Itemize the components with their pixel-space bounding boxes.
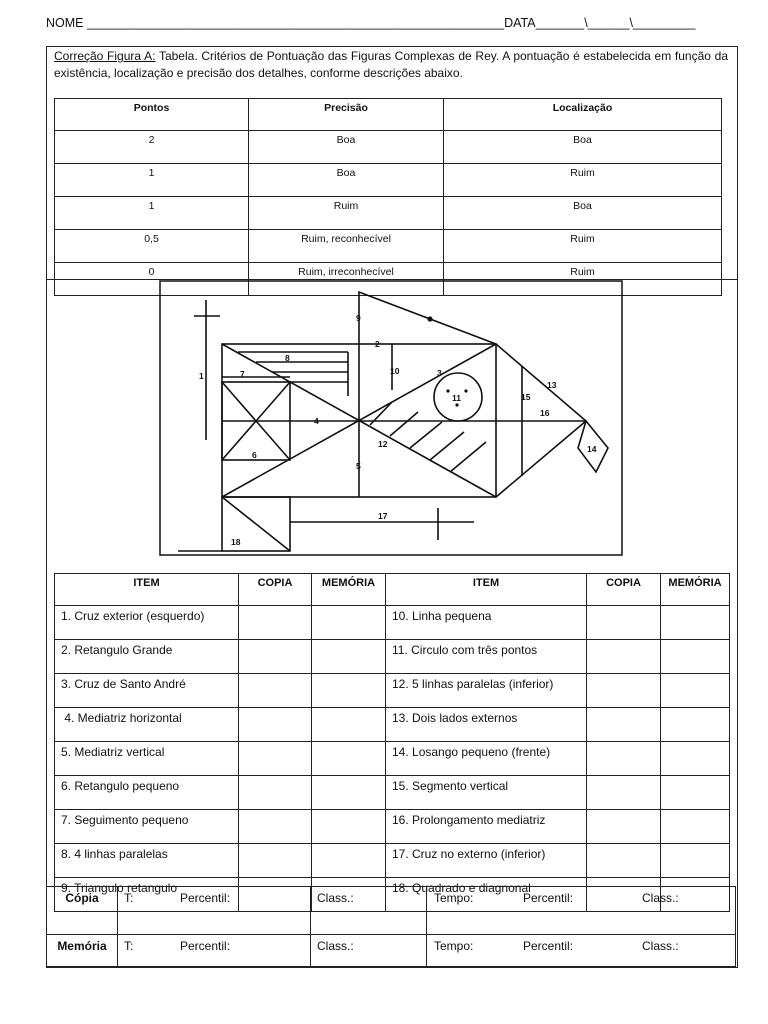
table-row bbox=[55, 844, 730, 878]
class-label: Class.: bbox=[317, 891, 354, 905]
figure-label: 1 bbox=[199, 371, 204, 381]
item-name: 14. Losango pequeno (frente) bbox=[386, 742, 587, 776]
results-t-percentil-cell[interactable] bbox=[118, 935, 311, 967]
items-header-row bbox=[55, 574, 730, 606]
memoria-cell[interactable] bbox=[661, 640, 730, 674]
score-header-row bbox=[55, 99, 722, 131]
table-row bbox=[55, 197, 722, 230]
results-label-memoria: Memória bbox=[47, 935, 118, 967]
memoria-cell[interactable] bbox=[312, 640, 386, 674]
percentil-label: Percentil: bbox=[523, 891, 574, 905]
results-tempo-cell[interactable] bbox=[427, 887, 736, 935]
figure-label: 9 bbox=[356, 313, 361, 323]
memoria-cell[interactable] bbox=[312, 708, 386, 742]
score-cell: 2 bbox=[55, 131, 249, 164]
results-row-memoria bbox=[47, 935, 736, 967]
item-name: 6. Retangulo pequeno bbox=[55, 776, 239, 810]
intro-paragraph bbox=[54, 48, 728, 82]
score-cell: 1 bbox=[55, 197, 249, 230]
score-cell: Ruim bbox=[444, 164, 722, 197]
score-cell: Ruim, reconhecível bbox=[249, 230, 444, 263]
tempo-label: Tempo: bbox=[434, 891, 474, 905]
table-row bbox=[55, 606, 730, 640]
copia-cell[interactable] bbox=[587, 640, 661, 674]
item-name: 8. 4 linhas paralelas bbox=[55, 844, 239, 878]
data-label: DATA bbox=[504, 16, 536, 30]
memoria-cell[interactable] bbox=[312, 844, 386, 878]
copia-cell[interactable] bbox=[587, 844, 661, 878]
table-row bbox=[55, 131, 722, 164]
score-cell: Boa bbox=[249, 131, 444, 164]
memoria-cell[interactable] bbox=[661, 810, 730, 844]
items-header-copia-2: COPIA bbox=[587, 574, 661, 606]
intro-text: Tabela. Critérios de Pontuação das Figuras Complexas de Rey. A pontuação é estabelecida em função da existência, localização e precisão dos detalhes, conforme descrições abaixo. bbox=[54, 49, 728, 80]
score-cell: Boa bbox=[249, 164, 444, 197]
item-name: 18. Quadrado e diagnonal bbox=[386, 878, 587, 912]
figure-label: 6 bbox=[252, 450, 257, 460]
score-criteria-table bbox=[54, 98, 722, 296]
memoria-cell[interactable] bbox=[312, 776, 386, 810]
table-row bbox=[55, 742, 730, 776]
figure-label: 13 bbox=[547, 380, 557, 390]
copia-cell[interactable] bbox=[239, 776, 312, 810]
results-tempo-cell[interactable] bbox=[427, 935, 736, 967]
nome-line[interactable]: ____________________________________________________________ bbox=[86, 16, 505, 30]
memoria-cell[interactable] bbox=[661, 606, 730, 640]
figure-label: 2 bbox=[375, 339, 380, 349]
figure-label: 7 bbox=[240, 369, 245, 379]
rey-complex-figure bbox=[158, 280, 624, 558]
figure-label: 4 bbox=[314, 416, 319, 426]
items-header-memoria-2: MEMÓRIA bbox=[661, 574, 730, 606]
figure-label: 18 bbox=[231, 537, 241, 547]
copia-cell[interactable] bbox=[587, 606, 661, 640]
item-name: 11. Circulo com três pontos bbox=[386, 640, 587, 674]
t-label: T: bbox=[124, 939, 134, 953]
class-label: Class.: bbox=[642, 891, 679, 905]
copia-cell[interactable] bbox=[239, 640, 312, 674]
memoria-cell[interactable] bbox=[661, 708, 730, 742]
item-name: 13. Dois lados externos bbox=[386, 708, 587, 742]
class-cell[interactable] bbox=[311, 935, 427, 967]
table-row bbox=[55, 164, 722, 197]
memoria-cell[interactable] bbox=[312, 810, 386, 844]
figure-label: 12 bbox=[378, 439, 388, 449]
item-name: 5. Mediatriz vertical bbox=[55, 742, 239, 776]
figure-label: 8 bbox=[285, 353, 290, 363]
percentil-label: Percentil: bbox=[180, 891, 231, 905]
percentil-label: Percentil: bbox=[180, 939, 231, 953]
memoria-cell[interactable] bbox=[661, 742, 730, 776]
copia-cell[interactable] bbox=[239, 810, 312, 844]
item-name: 15. Segmento vertical bbox=[386, 776, 587, 810]
figure-label: 5 bbox=[356, 461, 361, 471]
memoria-cell[interactable] bbox=[661, 674, 730, 708]
copia-cell[interactable] bbox=[239, 742, 312, 776]
item-name: 2. Retangulo Grande bbox=[55, 640, 239, 674]
items-header-item: ITEM bbox=[55, 574, 239, 606]
copia-cell[interactable] bbox=[587, 810, 661, 844]
item-name: 16. Prolongamento mediatriz bbox=[386, 810, 587, 844]
name-date-header bbox=[46, 16, 695, 30]
memoria-cell[interactable] bbox=[312, 742, 386, 776]
score-cell: Ruim bbox=[444, 263, 722, 296]
figure-label: 15 bbox=[521, 392, 531, 402]
score-cell: Ruim bbox=[444, 230, 722, 263]
item-name: 7. Seguimento pequeno bbox=[55, 810, 239, 844]
copia-cell[interactable] bbox=[239, 674, 312, 708]
nome-label: NOME bbox=[46, 16, 84, 30]
item-name: 4. Mediatriz horizontal bbox=[55, 708, 239, 742]
figure-label: 14 bbox=[587, 444, 597, 454]
score-header-localizacao: Localização bbox=[444, 99, 722, 131]
items-header-copia: COPIA bbox=[239, 574, 312, 606]
item-name: 12. 5 linhas paralelas (inferior) bbox=[386, 674, 587, 708]
t-label: T: bbox=[124, 891, 134, 905]
figure-label: 11 bbox=[452, 393, 461, 403]
item-name: 10. Linha pequena bbox=[386, 606, 587, 640]
score-cell: Ruim bbox=[249, 197, 444, 230]
item-name: 9. Triangulo retangulo bbox=[55, 878, 239, 912]
memoria-cell[interactable] bbox=[661, 844, 730, 878]
items-header-item-2: ITEM bbox=[386, 574, 587, 606]
figure-label: 10 bbox=[390, 366, 400, 376]
figure-label: 17 bbox=[378, 511, 388, 521]
table-row bbox=[55, 810, 730, 844]
copia-cell[interactable] bbox=[587, 776, 661, 810]
class-label: Class.: bbox=[317, 939, 354, 953]
table-row bbox=[55, 708, 730, 742]
table-row bbox=[55, 674, 730, 708]
data-line[interactable]: _______\______\_________ bbox=[535, 16, 696, 30]
item-name: 1. Cruz exterior (esquerdo) bbox=[55, 606, 239, 640]
score-cell: Boa bbox=[444, 131, 722, 164]
memoria-cell[interactable] bbox=[312, 674, 386, 708]
memoria-cell[interactable] bbox=[312, 606, 386, 640]
tempo-label: Tempo: bbox=[434, 939, 474, 953]
items-scoring-table bbox=[54, 573, 730, 912]
copia-cell[interactable] bbox=[239, 606, 312, 640]
table-row bbox=[55, 776, 730, 810]
items-header-memoria: MEMÓRIA bbox=[312, 574, 386, 606]
results-table bbox=[46, 886, 736, 967]
item-name: 17. Cruz no externo (inferior) bbox=[386, 844, 587, 878]
class-cell[interactable] bbox=[311, 887, 427, 935]
score-header-pontos: Pontos bbox=[55, 99, 249, 131]
copia-cell[interactable] bbox=[239, 844, 312, 878]
copia-cell[interactable] bbox=[587, 674, 661, 708]
copia-cell[interactable] bbox=[587, 742, 661, 776]
score-cell: 0,5 bbox=[55, 230, 249, 263]
class-label: Class.: bbox=[642, 939, 679, 953]
intro-heading: Correção Figura A: bbox=[54, 49, 156, 63]
results-t-percentil-cell[interactable] bbox=[118, 887, 311, 935]
results-row-copia bbox=[47, 887, 736, 935]
score-cell: Boa bbox=[444, 197, 722, 230]
percentil-label: Percentil: bbox=[523, 939, 574, 953]
memoria-cell[interactable] bbox=[661, 776, 730, 810]
copia-cell[interactable] bbox=[239, 708, 312, 742]
score-header-precisao: Precisão bbox=[249, 99, 444, 131]
score-cell: 1 bbox=[55, 164, 249, 197]
score-cell: Ruim, irreconhecível bbox=[249, 263, 444, 296]
figure-label: 16 bbox=[540, 408, 550, 418]
figure-label: 3 bbox=[437, 368, 442, 378]
item-name: 3. Cruz de Santo André bbox=[55, 674, 239, 708]
table-row bbox=[55, 230, 722, 263]
table-row bbox=[55, 640, 730, 674]
score-cell: 0 bbox=[55, 263, 249, 296]
results-label-copia: Cópia bbox=[47, 887, 118, 935]
copia-cell[interactable] bbox=[587, 708, 661, 742]
